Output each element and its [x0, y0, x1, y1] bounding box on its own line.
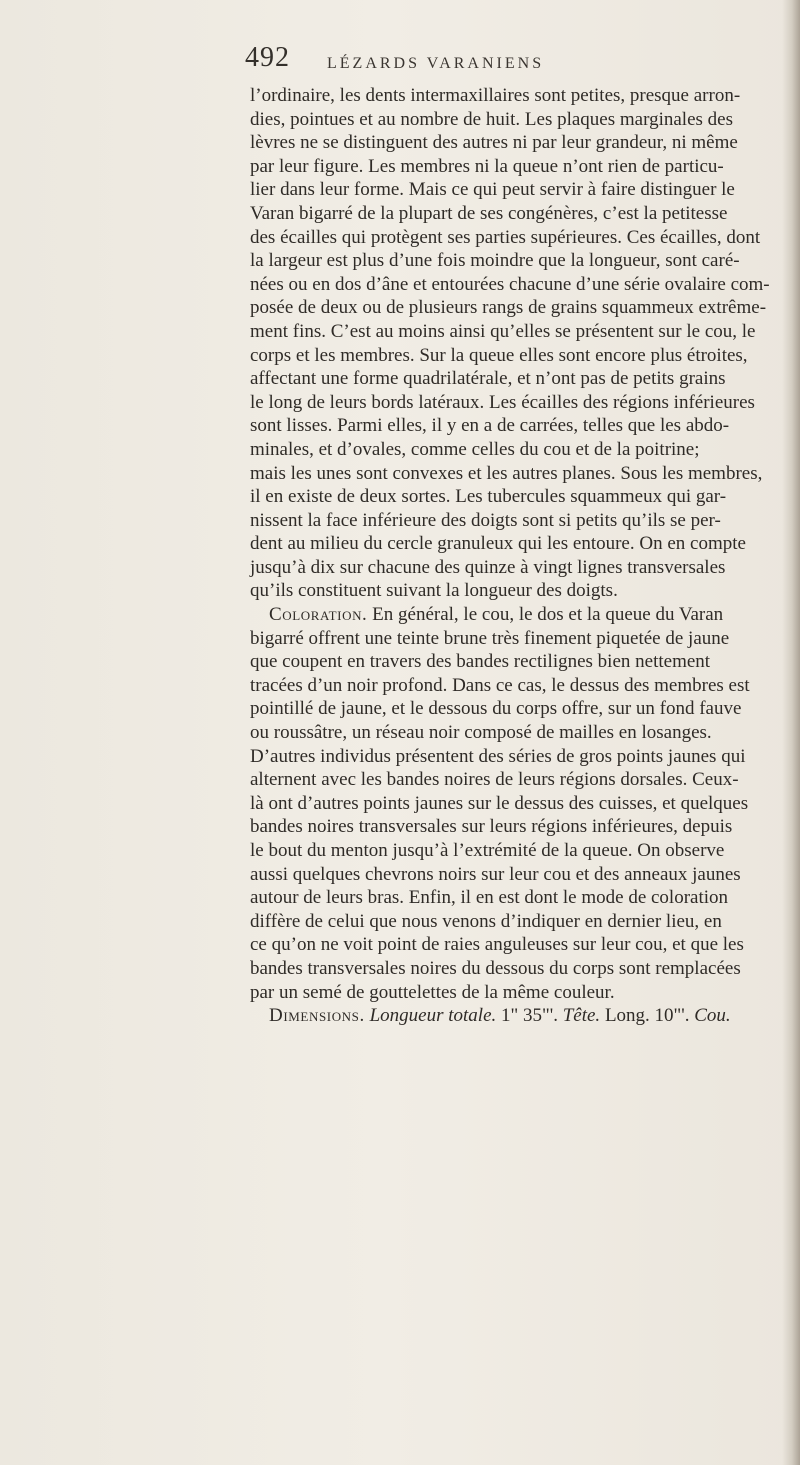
text-line: ou roussâtre, un réseau noir composé de mailles en losanges.: [250, 722, 712, 744]
text-line: par un semé de gouttelettes de la même couleur.: [250, 981, 615, 1003]
text-line: la largeur est plus d’une fois moindre que la longueur, sont caré-: [250, 250, 740, 272]
text-line: lèvres ne se distinguent des autres ni par leur grandeur, ni même: [250, 132, 738, 154]
text-line: bandes transversales noires du dessous du corps sont remplacées: [250, 957, 741, 979]
page-header: [245, 44, 545, 84]
page-number: 492: [245, 42, 290, 73]
text-line: jusqu’à dix sur chacune des quinze à vingt lignes transversales: [250, 556, 726, 578]
dimensions-head-label: Tête.: [562, 1005, 601, 1027]
text-line: des écailles qui protègent ses parties supérieures. Ces écailles, dont: [250, 226, 761, 248]
text-line: mais les unes sont convexes et les autres planes. Sous les membres,: [250, 462, 763, 484]
text-line: posée de deux ou de plusieurs rangs de grains squammeux extrême-: [250, 297, 767, 319]
text-line: nissent la face inférieure des doigts sont si petits qu’ils se per-: [250, 509, 721, 531]
dimensions-heading: Dimensions.: [269, 1005, 365, 1027]
text-line: minales, et d’ovales, comme celles du cou et de la poitrine;: [250, 438, 700, 460]
dimensions-head-value: Long. 10"'.: [604, 1005, 690, 1027]
page-text-block: [250, 84, 770, 1028]
text-line: le bout du menton jusqu’à l’extrémité de la queue. On observe: [250, 840, 725, 861]
text-line: affectant une forme quadrilatérale, et n’ont pas de petits grains: [250, 368, 726, 390]
text-line: dent au milieu du cercle granuleux qui les entoure. On en compte: [250, 533, 746, 555]
coloration-heading: Coloration.: [269, 604, 368, 626]
running-title: LÉZARDS VARANIENS: [327, 55, 545, 72]
text-line: bandes noires transversales sur leurs régions inférieures, depuis: [250, 816, 733, 838]
text-line: il en existe de deux sortes. Les tubercules squammeux qui gar-: [250, 486, 727, 508]
dimensions-total-value: 1" 35"'.: [501, 1005, 558, 1027]
dimensions-line: [250, 1004, 758, 1028]
text-line: dies, pointues et au nombre de huit. Les plaques marginales des: [250, 108, 733, 130]
text-line: diffère de celui que nous venons d’indiquer en dernier lieu, en: [250, 910, 722, 932]
text-line: là ont d’autres points jaunes sur le dessus des cuisses, et quelques: [250, 792, 749, 814]
text-line: lier dans leur forme. Mais ce qui peut servir à faire distinguer le: [250, 179, 735, 201]
text-line: que coupent en travers des bandes rectilignes bien nettement: [250, 651, 711, 673]
text-line: le long de leurs bords latéraux. Les écailles des régions inférieures: [250, 391, 755, 413]
dimensions-total-label: Longueur totale.: [369, 1005, 497, 1027]
dimensions-neck-label: Cou.: [694, 1005, 731, 1027]
coloration-first-line-text: En général, le cou, le dos et la queue du Varan: [372, 604, 724, 626]
page-edge-shadow: [782, 0, 800, 1465]
text-line: nées ou en dos d’âne et entourées chacune d’une série ovalaire com-: [250, 273, 770, 295]
text-line: par leur figure. Les membres ni la queue n’ont rien de particu-: [250, 155, 724, 177]
text-line: Varan bigarré de la plupart de ses congénères, c’est la petitesse: [250, 202, 728, 224]
text-line: sont lisses. Parmi elles, il y en a de carrées, telles que les abdo-: [250, 415, 730, 437]
text-line: ment fins. C’est au moins ainsi qu’elles se présentent sur le cou, le: [250, 320, 756, 342]
coloration-heading-line: [250, 603, 758, 627]
text-line: bigarré offrent une teinte brune très finement piquetée de jaune: [250, 627, 730, 649]
text-line: tracées d’un noir profond. Dans ce cas, le dessus des membres est: [250, 674, 750, 696]
text-line: D’autres individus présentent des séries de gros points jaunes qui: [250, 745, 746, 767]
text-line: qu’ils constituent suivant la longueur des doigts.: [250, 580, 618, 602]
text-line: alternent avec les bandes noires de leurs régions dorsales. Ceux-: [250, 769, 739, 791]
text-line: corps et les membres. Sur la queue elles sont encore plus étroites,: [250, 344, 748, 366]
text-line: aussi quelques chevrons noirs sur leur cou et des anneaux jaunes: [250, 863, 741, 885]
text-line: l’ordinaire, les dents intermaxillaires sont petites, presque arron-: [250, 85, 741, 106]
text-line: ce qu’on ne voit point de raies anguleuses sur leur cou, et que les: [250, 934, 744, 956]
text-line: autour de leurs bras. Enfin, il en est dont le mode de coloration: [250, 887, 729, 909]
text-line: pointillé de jaune, et le dessous du corps offre, sur un fond fauve: [250, 698, 742, 720]
